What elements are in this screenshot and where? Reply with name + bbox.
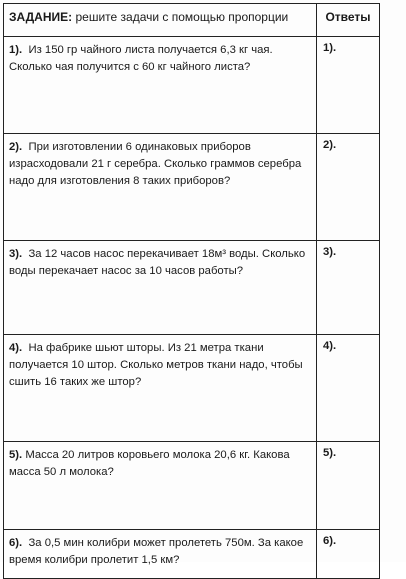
task-text: При изготовлении 6 одинаковых приборов израсходовали 21 г серебра. Сколько граммов серебра надо для изготовления 8 таких приборов? <box>9 141 302 187</box>
answer-number: 3). <box>323 246 337 258</box>
assignment-header <box>4 4 317 37</box>
answer-number: 1). <box>323 42 337 54</box>
task-text: На фабрике шьют шторы. Из 21 метра ткани получается 10 штор. Сколько метров ткани надо, чтобы сшить 16 таких же штор? <box>9 342 303 388</box>
answer-cell-1[interactable] <box>317 37 380 134</box>
answer-number: 2). <box>323 139 337 151</box>
assignment-instruction: решите задачи с помощью пропорции <box>72 10 289 24</box>
task-5 <box>4 442 317 530</box>
answer-cell-4[interactable] <box>317 335 380 442</box>
answer-cell-6[interactable] <box>317 530 380 579</box>
task-row-4 <box>4 335 380 442</box>
task-4 <box>4 335 317 442</box>
task-text: За 0,5 мин колибри может пролететь 750м. За какое время колибри пролетит 1,5 км? <box>9 537 304 566</box>
answer-cell-3[interactable] <box>317 241 380 335</box>
answers-header: Ответы <box>317 4 380 37</box>
task-number: 4). <box>9 342 23 354</box>
worksheet-table <box>3 3 380 579</box>
table-header-row <box>4 4 380 37</box>
answer-number: 6). <box>323 535 337 547</box>
task-row-2 <box>4 134 380 241</box>
task-number: 3). <box>9 248 23 260</box>
task-6 <box>4 530 317 579</box>
task-row-1 <box>4 37 380 134</box>
answer-number: 4). <box>323 340 337 352</box>
assignment-label: ЗАДАНИЕ: <box>9 10 73 24</box>
task-number: 1). <box>9 44 23 56</box>
answer-cell-5[interactable] <box>317 442 380 530</box>
task-3 <box>4 241 317 335</box>
task-row-5 <box>4 442 380 530</box>
task-text: Масса 20 литров коровьего молока 20,6 кг. Какова масса 50 л молока? <box>9 449 290 478</box>
task-number: 6). <box>9 537 23 549</box>
task-1 <box>4 37 317 134</box>
task-row-6 <box>4 530 380 579</box>
task-number: 5). <box>9 449 23 461</box>
task-2 <box>4 134 317 241</box>
answer-cell-2[interactable] <box>317 134 380 241</box>
task-text: За 12 часов насос перекачивает 18м³ воды. Сколько воды перекачает насос за 10 часов работы? <box>9 248 306 277</box>
task-text: Из 150 гр чайного листа получается 6,3 кг чая. Сколько чая получится с 60 кг чайного листа? <box>9 44 273 73</box>
task-number: 2). <box>9 141 23 153</box>
answer-number: 5). <box>323 447 337 459</box>
task-row-3 <box>4 241 380 335</box>
